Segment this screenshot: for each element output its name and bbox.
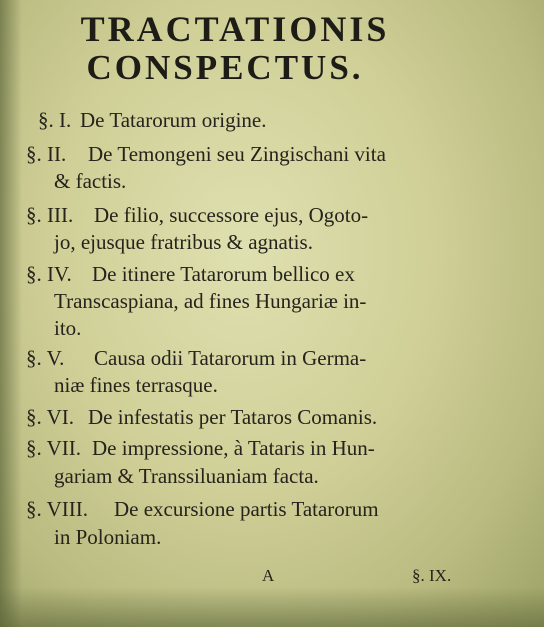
section-number: §. III.	[26, 203, 74, 227]
section-title-line: De filio, successore ejus, Ogoto-	[94, 203, 369, 227]
section-title-line: gariam & Transsiluaniam facta.	[54, 464, 319, 488]
section-title-line: De excursione partis Tatarorum	[114, 497, 379, 521]
bottom-shadow	[0, 587, 544, 627]
section-number: §. VIII.	[26, 497, 89, 521]
section-number: §. IV.	[26, 262, 72, 286]
section-number: §. VI.	[26, 405, 75, 429]
section-number: §. II.	[26, 142, 67, 166]
gutter-shadow	[0, 0, 22, 627]
title-line-2: CONSPECTUS.	[86, 48, 364, 87]
section-title-line: De infestatis per Tataros Comanis.	[88, 405, 378, 429]
section-title-line: jo, ejusque fratribus & agnatis.	[54, 230, 313, 254]
section-title-line: Causa odii Tatarorum in Germa-	[94, 346, 367, 370]
section-title-line: De itinere Tatarorum bellico ex	[92, 262, 355, 286]
section-title-line: De impressione, à Tataris in Hun-	[92, 436, 375, 460]
title-line-1: TRACTATIONIS	[80, 9, 390, 49]
section-title-line: niæ fines terrasque.	[54, 373, 218, 397]
section-number: §. V.	[26, 346, 65, 370]
section-title-line: & factis.	[54, 169, 127, 193]
section-number: §. I.	[38, 108, 72, 132]
section-title-line: De Temongeni seu Zingischani vita	[88, 142, 386, 166]
section-title-line: in Poloniam.	[54, 525, 162, 549]
signature-mark: A	[262, 566, 275, 585]
section-number: §. VII.	[26, 436, 82, 460]
section-title-line: De Tatarorum origine.	[80, 108, 267, 132]
catchword: §. IX.	[412, 566, 452, 585]
section-title-line: Transcaspiana, ad fines Hungariæ in-	[54, 289, 367, 313]
section-title-line: ito.	[54, 316, 82, 340]
